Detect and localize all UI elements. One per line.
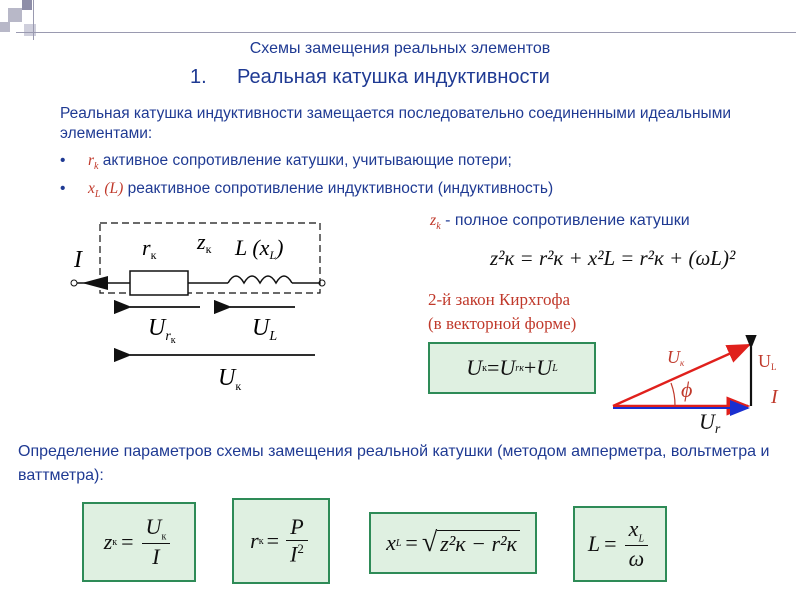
svg-text:Uк: $U_к$ bbox=[218, 365, 242, 393]
ul-vector-label: U bbox=[758, 351, 771, 371]
ul-label: U bbox=[252, 315, 270, 341]
svg-text:UL: $U_L$ bbox=[252, 315, 278, 344]
phi-arc bbox=[671, 383, 675, 406]
svg-text:L (xL) bbox=[234, 235, 283, 262]
svg-text:zк bbox=[196, 229, 212, 256]
z-label: z bbox=[197, 229, 206, 254]
svg-text:UL: UL bbox=[758, 351, 777, 372]
list-item-resistance: • $r_k$ активное сопротивление катушки, учитывающие потери; bbox=[60, 150, 553, 178]
impedance-label: $z_k$ - полное сопротивление катушки bbox=[430, 212, 690, 233]
title-text: Реальная катушка индуктивности bbox=[237, 66, 550, 88]
ur-vector-label: U bbox=[699, 409, 715, 434]
resistor bbox=[130, 271, 188, 295]
phi-label: ϕ bbox=[681, 377, 693, 402]
formula-l: L = $\frac{x_L}{\omega}$ bbox=[573, 506, 667, 582]
r-label: r bbox=[142, 235, 151, 260]
l-close: ) bbox=[276, 235, 284, 260]
current-arrow bbox=[82, 276, 108, 290]
formula-rk: r к = $\frac{P}{I^2}$ bbox=[232, 498, 330, 584]
coil-equivalent-circuit bbox=[60, 215, 340, 395]
ur-label: U bbox=[148, 315, 166, 341]
kirchhoff-formula-box: U к = U rк + U L bbox=[428, 342, 596, 394]
impedance-formula: z²к = r²к + x²L = r²к + (ωL)² bbox=[490, 246, 736, 270]
header-vertical-divider bbox=[33, 0, 34, 40]
svg-text:Uк: Uк bbox=[667, 347, 685, 368]
header-horizontal-divider bbox=[16, 32, 796, 33]
i-vector-label: I bbox=[771, 386, 778, 408]
l-label: L (x bbox=[235, 235, 270, 260]
r-sub: к bbox=[150, 248, 157, 262]
slide-subtitle: Схемы замещения реальных элементов bbox=[249, 40, 551, 57]
uk-label: U bbox=[218, 365, 236, 391]
left-terminal bbox=[71, 280, 77, 286]
title-number: 1. bbox=[190, 66, 207, 88]
svg-text:Ur: Ur bbox=[699, 409, 721, 435]
kirchhoff-heading: 2-й закон Кирхгофа (в векторной форме) bbox=[428, 290, 577, 333]
l-sub: L bbox=[269, 248, 277, 262]
element-list bbox=[60, 150, 553, 206]
method-paragraph: Определение параметров схемы замещения реальной катушки (методом амперметра, вольтметра и ваттметра): bbox=[18, 443, 770, 484]
formula-zk: z к = $\frac{U_к}{I}$ bbox=[82, 502, 196, 582]
formula-xl: x L = √ z²к − r²к bbox=[369, 512, 537, 574]
list-item-reactance: • $x_L$ (L) реактивное сопротивление индуктивности (индуктивность) bbox=[60, 178, 553, 206]
intro-paragraph: Реальная катушка индуктивности замещается последовательно соединенными идеальными элементами: bbox=[60, 105, 732, 142]
vector-diagram bbox=[605, 335, 795, 435]
inductor bbox=[228, 276, 292, 283]
uk-vector-label: U bbox=[667, 347, 680, 367]
current-label: I bbox=[74, 247, 82, 273]
svg-text:Urк: $U_rк$ bbox=[148, 315, 176, 346]
svg-text:rк bbox=[142, 235, 157, 262]
z-sub: к bbox=[205, 242, 212, 256]
